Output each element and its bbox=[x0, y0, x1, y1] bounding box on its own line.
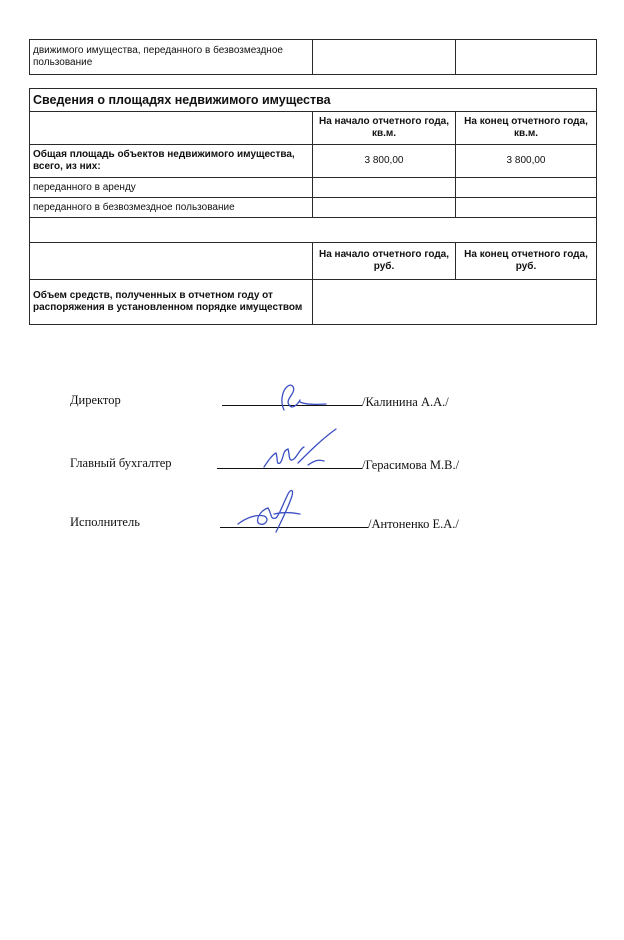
header-empty-cell bbox=[30, 112, 313, 145]
signer-role: Главный бухгалтер bbox=[70, 456, 172, 470]
signer-name: /Антоненко Е.А./ bbox=[368, 517, 459, 531]
signer-role: Исполнитель bbox=[70, 515, 140, 529]
table-row bbox=[30, 280, 597, 325]
start-value-cell bbox=[313, 178, 456, 198]
blank-cell bbox=[30, 218, 597, 243]
start-value-cell: 3 800,00 bbox=[313, 145, 456, 178]
handwritten-signature-icon bbox=[258, 425, 358, 475]
row-label: переданного в безвозмездное пользование bbox=[30, 198, 313, 218]
row-label: Общая площадь объектов недвижимого имущества, всего, из них: bbox=[30, 145, 313, 178]
handwritten-signature-icon bbox=[230, 484, 330, 536]
funds-label: Объем средств, полученных в отчетном году от распоряжения в установленном порядке имуществом bbox=[30, 280, 313, 325]
signer-role: Директор bbox=[70, 393, 121, 407]
signer-name: /Калинина А.А./ bbox=[362, 395, 449, 409]
signature-row-director bbox=[70, 382, 530, 412]
movable-property-table bbox=[29, 39, 597, 75]
end-value-cell bbox=[456, 178, 597, 198]
row-label: движимого имущества, переданного в безвозмездное пользование bbox=[30, 40, 313, 75]
signer-name: /Герасимова М.В./ bbox=[362, 458, 460, 472]
signature-row-chief-accountant bbox=[70, 445, 530, 475]
handwritten-signature-icon bbox=[270, 380, 370, 416]
start-value-cell bbox=[313, 198, 456, 218]
funds-col-end-header: На конец отчетного года, руб. bbox=[456, 243, 597, 280]
blank-row bbox=[30, 218, 597, 243]
col-end-header: На конец отчетного года, кв.м. bbox=[456, 112, 597, 145]
col-start-header: На начало отчетного года, кв.м. bbox=[313, 112, 456, 145]
section-title-row bbox=[30, 89, 597, 112]
funds-col-start-header: На начало отчетного года, руб. bbox=[313, 243, 456, 280]
table-row bbox=[30, 178, 597, 198]
header-empty-cell bbox=[30, 243, 313, 280]
header-row bbox=[30, 112, 597, 145]
end-value-cell: 3 800,00 bbox=[456, 145, 597, 178]
funds-header-row bbox=[30, 243, 597, 280]
funds-value-cell bbox=[313, 280, 597, 325]
row-label: переданного в аренду bbox=[30, 178, 313, 198]
table-row bbox=[30, 145, 597, 178]
end-value-cell bbox=[456, 40, 597, 75]
section-title: Сведения о площадях недвижимого имущества bbox=[30, 89, 597, 112]
table-row bbox=[30, 198, 597, 218]
signature-row-executor bbox=[70, 504, 530, 534]
start-value-cell bbox=[313, 40, 456, 75]
real-estate-area-table bbox=[29, 88, 597, 325]
end-value-cell bbox=[456, 198, 597, 218]
table-row bbox=[30, 40, 597, 75]
